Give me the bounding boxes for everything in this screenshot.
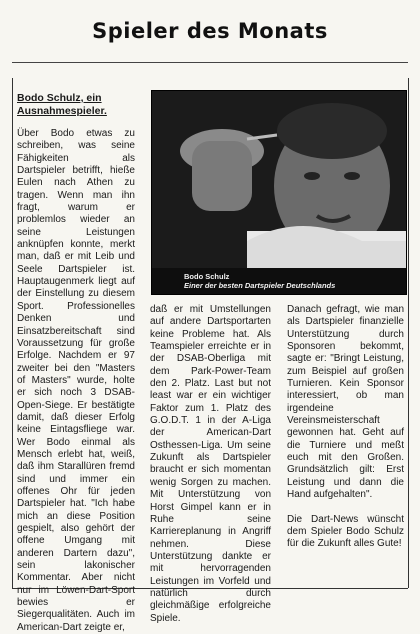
column-3-paragraph-2: Die Dart-News wünscht dem Spieler Bodo Schulz für die Zukunft alles Gute!: [287, 513, 404, 550]
page-title: Spieler des Monats: [92, 19, 328, 43]
column-2-text: daß er mit Umstellungen auf andere Dartsportarten keine Probleme hat. Als Teamspieler erreichte er in der DSAB-Oberliga mit dem Park-Power-Team den 2. Platz. Last but not least war er ein wichtiger Faktor zum 1. Platz des G.O.D.T. 1 in der A-Liga der American-Dart Osthessen-Liga. Um seine Zukunft als Dartspieler braucht er sich momentan wenig Sorgen zu machen. Mit Unterstützung von Horst Gimpel kann er in Ruhe seine Karriereplanung in Angriff nehmen. Diese Unterstützung dankte er mit hervorragenden Leistungen im Vorfeld und natürlich durch gleichmäßige erfolgreiche Spiele.: [150, 304, 271, 624]
header-divider: [12, 62, 408, 63]
player-photo: [151, 90, 407, 295]
caption-description: Einer der besten Dartspieler Deutschlands: [184, 281, 336, 290]
column-1-text: Über Bodo etwas zu schreiben, was seine Fähigkeiten als Dartspieler betrifft, hieße Eulen nach Athen zu tragen. Wenn man ihn fragt, warum er problemlos wieder an seine Leistungen anknüpfen konnte, merkt man, daß er mit Leib und Seele Dartspieler ist. Hauptaugenmerk liegt auf der Einstellung zu diesem Sport. Professionelles Denken und Einsatzbereitschaft sind Voraussetzung für große Erfolge. Nachdem er 97 zweiter bei den "Masters of Masters" wurde, holte er sich noch 3 DSAB-Open-Siege. Er bestätigte damit, daß dieser Erfolg keine Eintagsfliege war. Wer Bodo einmal als Mensch erlebt hat, weiß, daß ihm Starallüren fremd sind und immer ein offenes Ohr für jeden Dartspieler hat. "Ich habe mich an diese Position gespielt, also gehört der offene Umgang mit anderen Dartern dazu", sein lakonischer Kommentar. Aber nicht nur im Löwen-Dart-Sport bewies er Siegerqualitäten. Auch im American-Dart zeigte er,: [17, 128, 135, 633]
article-column-1: [17, 128, 135, 634]
caption-name: Bodo Schulz: [184, 272, 230, 281]
article-column-2: [150, 304, 271, 625]
article-frame-left: [12, 78, 13, 588]
player-portrait-image: [152, 91, 406, 294]
column-3-paragraph-1: Danach gefragt, wie man als Dartspieler finanzielle Unterstützung durch Sponsoren bekommt, sagte er: "Bringt Leistung, zum Beispiel auf großen Turnieren. Kein Sponsor interessiert, ob man irgendeine Vereinsmeisterschaft gewonnen hat. Geht auf die Turniere und meßt euch mit den Großen. Grundsätzlich gilt: Erst Leistung und dann die Hand aufgehalten".: [287, 304, 404, 501]
photo-caption: [152, 268, 406, 294]
article-frame-right: [408, 78, 409, 588]
article-headline: Bodo Schulz, ein Ausnahmespieler.: [17, 92, 107, 117]
article-column-3: [287, 304, 404, 551]
